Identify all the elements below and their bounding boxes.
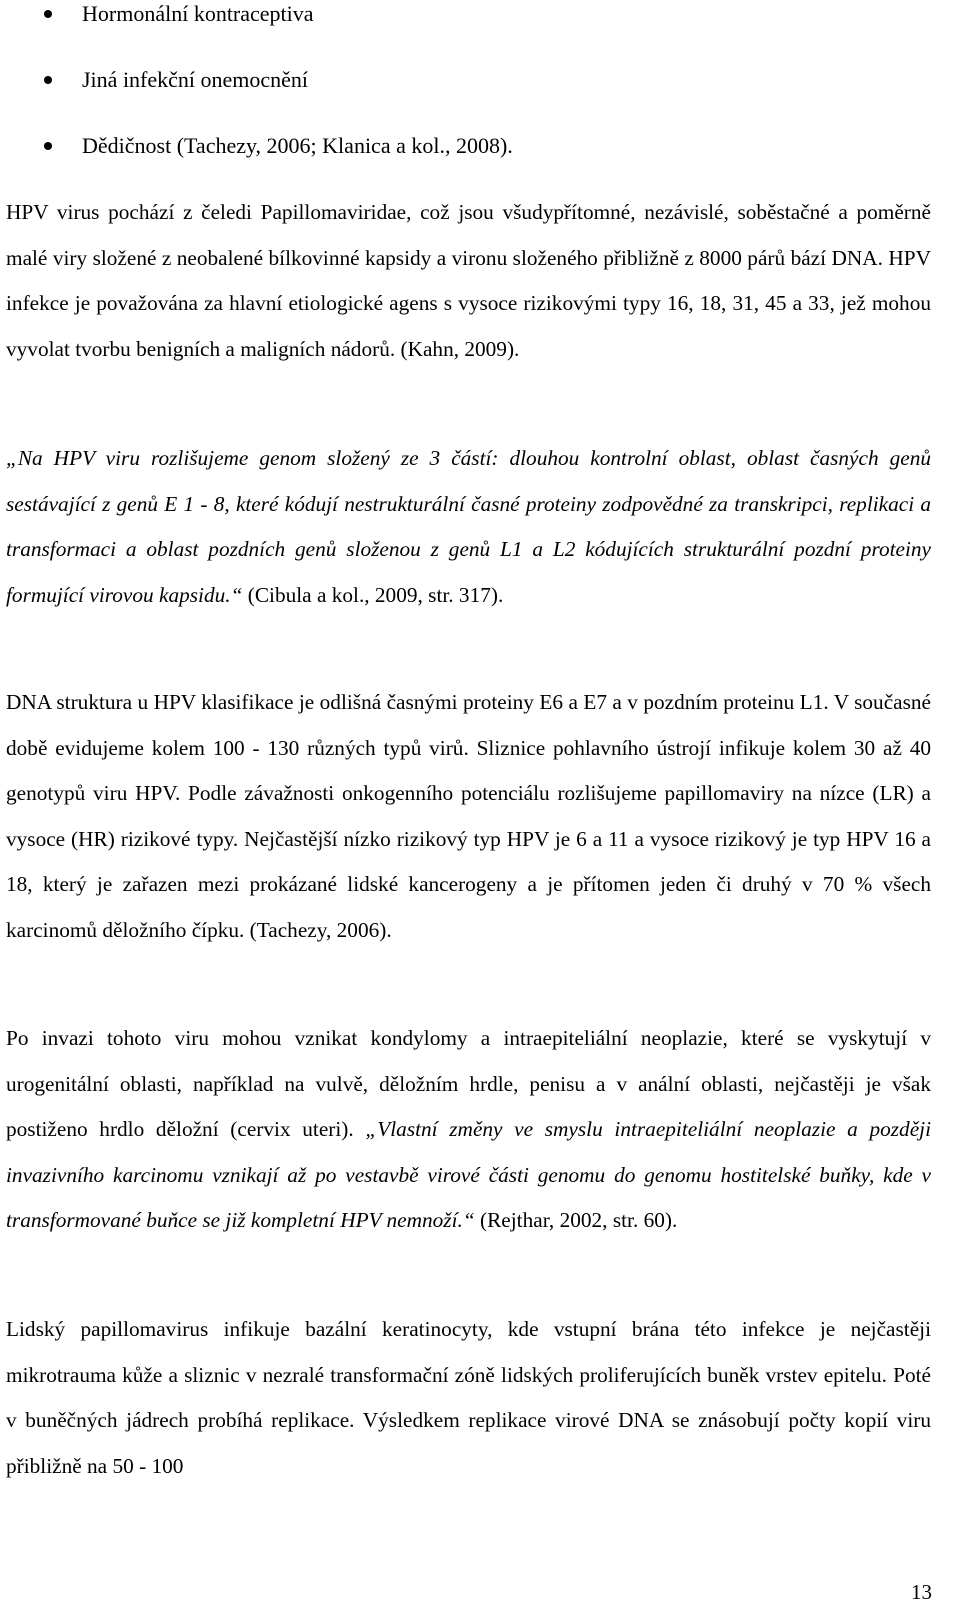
quote-text: „Na HPV viru rozlišujeme genom složený ze 3 částí: dlouhou kontrolní oblast, oblast časných genů sestávající z genů E 1 - 8, které kódují nestrukturální časné proteiny zodpovědné za transkripci, replikaci a transformaci a oblast pozdních genů složenou z genů L1 a L2 kódujících strukturální pozdní proteiny formující virovou kapsidu.“ — [6, 446, 931, 607]
paragraph-replication: Lidský papillomavirus infikuje bazální keratinocyty, kde vstupní brána této infekce je nejčastěji mikrotrauma kůže a sliznic v nezralé transformační zóně lidských proliferujících buněk vrstev epitelu. Poté v buněčných jádrech probíhá replikace. Výsledkem replikace virové DNA se znásobují počty kopií viru přibližně na 50 - 100 — [6, 1317, 931, 1478]
bullet-icon — [44, 76, 52, 84]
paragraph-hpv-origin: HPV virus pochází z čeledi Papillomaviridae, což jsou všudypřítomné, nezávislé, soběstačné a poměrně malé viry složené z neobalené bílkovinné kapsidy a vironu složeného přibližně z 8000 párů bází DNA. HPV infekce je považována za hlavní etiologické agens s vysoce rizikovými typy 16, 18, 31, 45 a 33, jež mohou vyvolat tvorbu benigních a maligních nádorů. (Kahn, 2009). — [6, 200, 931, 361]
paragraph-invasion — [6, 1016, 931, 1244]
list-item-text: Hormonální kontraceptiva — [82, 1, 314, 26]
citation-text: (Cibula a kol., 2009, str. 317). — [242, 582, 504, 607]
page-number: 13 — [911, 1580, 932, 1604]
list-item-text: Dědičnost (Tachezy, 2006; Klanica a kol., 2008). — [82, 133, 513, 158]
quote-text: „Vlastní změny ve smyslu intraepiteliální neoplazie a později invazivního karcinomu vznikají až po vestavbě virové části genomu do genomu hostitelské buňky, kde v transformované buňce se již kompletní HPV nemnoží.“ — [6, 1117, 931, 1232]
list-item-text: Jiná infekční onemocnění — [82, 67, 309, 92]
paragraph-genome-quote — [6, 436, 931, 618]
bullet-icon — [44, 142, 52, 150]
bullet-icon — [44, 10, 52, 18]
citation-text: (Rejthar, 2002, str. 60). — [474, 1208, 678, 1232]
paragraph-dna-classification: DNA struktura u HPV klasifikace je odlišná časnými proteiny E6 a E7 a v pozdním proteinu L1. V současné době evidujeme kolem 100 - 130 různých typů virů. Sliznice pohlavního ústrojí infikuje kolem 30 až 40 genotypů viru HPV. Podle závažnosti onkogenního potenciálu rozlišujeme papillomaviry na nízce (LR) a vysoce (HR) rizikové typy. Nejčastější nízko rizikový typ HPV je 6 a 11 a vysoce rizikový je typ HPV 16 a 18, který je zařazen mezi prokázané lidské kancerogeny a je přítomen jeden či druhý v 70 % všech karcinomů děložního čípku. (Tachezy, 2006). — [6, 690, 931, 942]
paragraph-text: Po invazi tohoto viru mohou vznikat kondylomy a intraepiteliální neoplazie, které se vyskytují v urogenitální oblasti, například na vulvě, děložním hrdle, penisu a v anální oblasti, nejčastěji je však postiženo hrdlo děložní (cervix uteri). — [6, 1026, 931, 1141]
